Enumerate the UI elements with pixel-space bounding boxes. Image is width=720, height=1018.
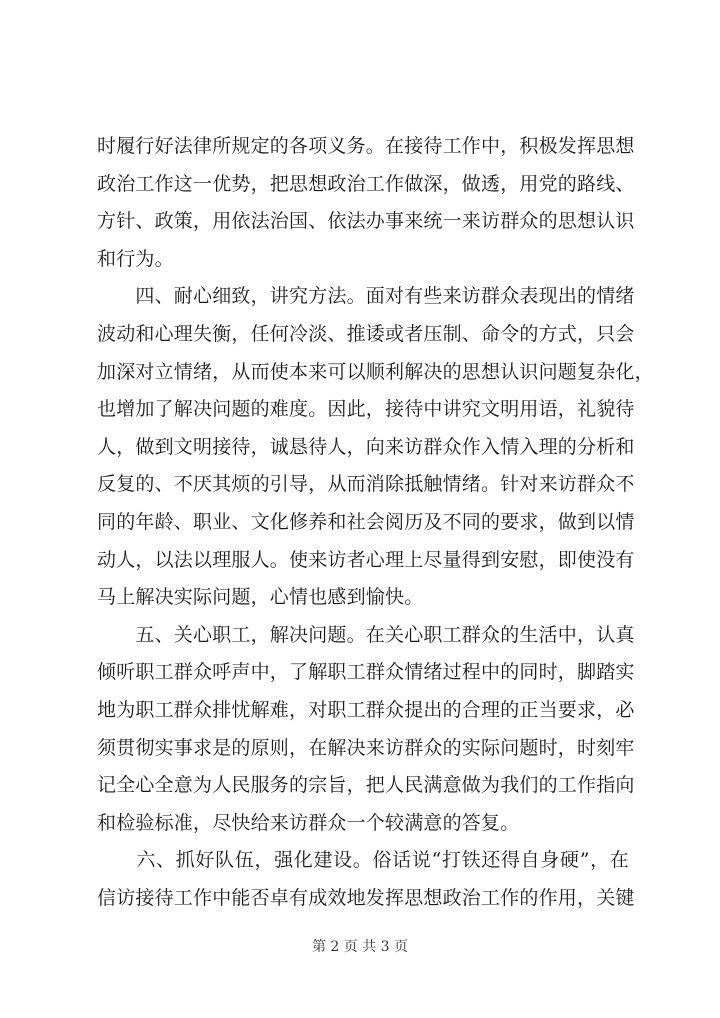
- text-line: 倾听职工群众呼声中，了解职工群众情绪过程中的同时，脚踏实: [97, 661, 635, 684]
- text-line: 须贯彻实事求是的原则，在解决来访群众的实际问题时，时刻牢: [97, 736, 635, 759]
- text-line: 和行为。: [97, 247, 174, 270]
- text-line: 马上解决实际问题，心情也感到愉快。: [97, 586, 424, 609]
- text-line: 四、耐心细致，讲究方法。面对有些来访群众表现出的情绪: [97, 285, 635, 308]
- page-number: 第 2 页 共 3 页: [311, 939, 409, 955]
- text-line: 时履行好法律所规定的各项义务。在接待工作中，积极发挥思想: [97, 135, 635, 157]
- text-line: 地为职工群众排忧解难，对职工群众提出的合理的正当要求，必: [97, 698, 635, 721]
- text-line: 记全心全意为人民服务的宗旨，把人民满意做为我们的工作指向: [97, 774, 635, 797]
- text-line: 政治工作这一优势，把思想政治工作做深，做透，用党的路线、: [97, 172, 635, 195]
- text-line: 同的年龄、职业、文化修养和社会阅历及不同的要求，做到以情: [97, 510, 635, 533]
- text-line: 加深对立情绪，从而使本来可以顺利解决的思想认识问题复杂化，: [97, 360, 654, 383]
- page-footer: [0, 937, 720, 957]
- text-line: 六、抓好队伍，强化建设。俗话说“打铁还得自身硬”，在: [97, 849, 629, 872]
- body-text: [97, 128, 654, 917]
- text-line: 方针、政策，用依法治国、依法办事来统一来访群众的思想认识: [97, 210, 635, 233]
- text-line: 也增加了解决问题的难度。因此，接待中讲究文明用语，礼貌待: [97, 398, 635, 421]
- text-line: 人，做到文明接待，诚恳待人，向来访群众作入情入理的分析和: [97, 435, 635, 458]
- text-line: 动人，以法以理服人。使来访者心理上尽量得到安慰，即使没有: [97, 548, 635, 571]
- text-line: 五、关心职工，解决问题。在关心职工群众的生活中，认真: [97, 623, 635, 646]
- text-line: 信访接待工作中能否卓有成效地发挥思想政治工作的作用，关键: [97, 886, 635, 909]
- text-line: 反复的、不厌其烦的引导，从而消除抵触情绪。针对来访群众不: [97, 473, 635, 496]
- text-line: 波动和心理失衡，任何冷淡、推诿或者压制、命令的方式，只会: [97, 322, 635, 345]
- text-line: 和检验标准，尽快给来访群众一个较满意的答复。: [97, 811, 520, 834]
